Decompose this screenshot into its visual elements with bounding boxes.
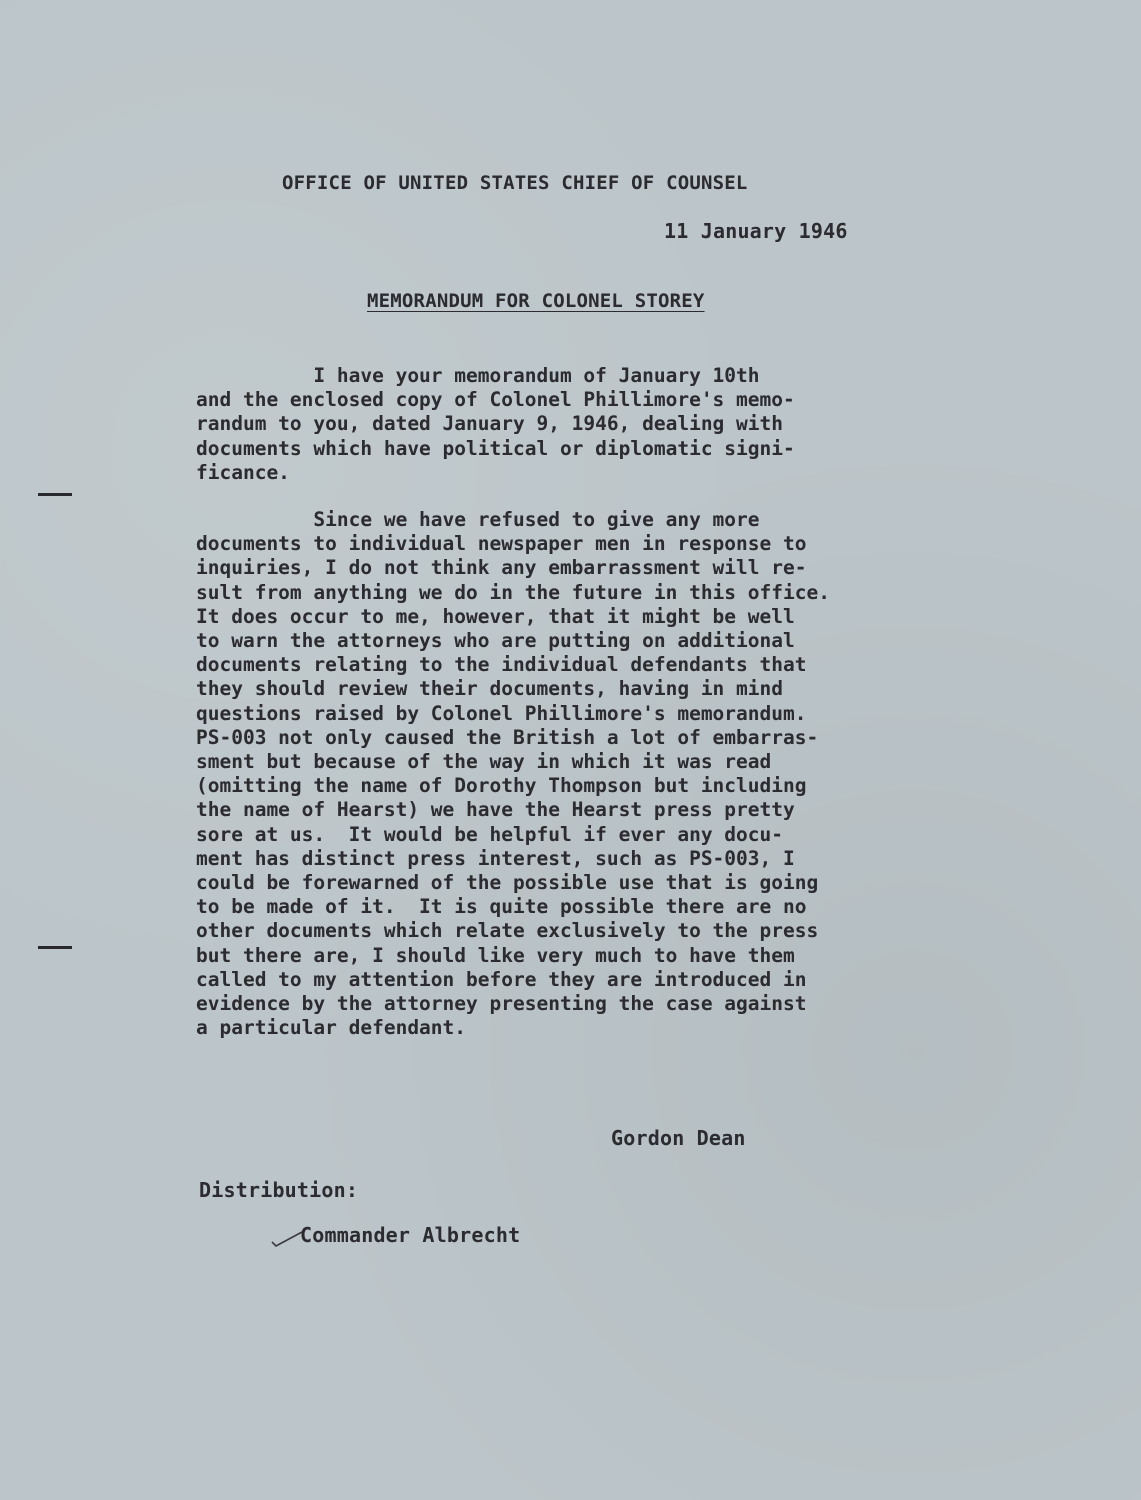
distribution-recipient: Commander Albrecht bbox=[300, 1223, 521, 1247]
check-mark-icon bbox=[270, 1228, 304, 1248]
memo-date: 11 January 1946 bbox=[664, 219, 848, 243]
distribution-label: Distribution: bbox=[199, 1178, 359, 1202]
margin-mark bbox=[38, 946, 72, 949]
memo-paragraph-1: I have your memorandum of January 10th and the enclosed copy of Colonel Phillimore's memo- randum to you, dated January 9, 1946, dealing with documents which have political or diplomatic signi- ficance. bbox=[196, 364, 795, 484]
memo-subject: MEMORANDUM FOR COLONEL STOREY bbox=[367, 290, 705, 312]
memo-paragraph-2: Since we have refused to give any more documents to individual newspaper men in response to inquiries, I do not think any embarrassment will re- sult from anything we do in the future in this office. It does occur to me, however, that it might be well to warn the attorneys who are putting on additional documents relating to the individual defendants that they should review their documents, having in mind questions raised by Colonel Phillimore's memorandum. PS-003 not only caused the British a lot of embarras- sment but because of the way in which it was read (omitting the name of Dorothy Thompson but including the name of Hearst) we have the Hearst press pretty sore at us. It would be helpful if ever any docu- ment has distinct press interest, such as PS-003, I could be forewarned of the possible use that is going to be made of it. It is quite possible there are no other documents which relate exclusively to the press but there are, I should like very much to have them called to my attention before they are introduced in evidence by the attorney presenting the case against a particular defendant. bbox=[196, 508, 830, 1040]
office-header: OFFICE OF UNITED STATES CHIEF OF COUNSEL bbox=[282, 172, 748, 194]
margin-mark bbox=[38, 493, 72, 496]
signature: Gordon Dean bbox=[611, 1126, 746, 1150]
